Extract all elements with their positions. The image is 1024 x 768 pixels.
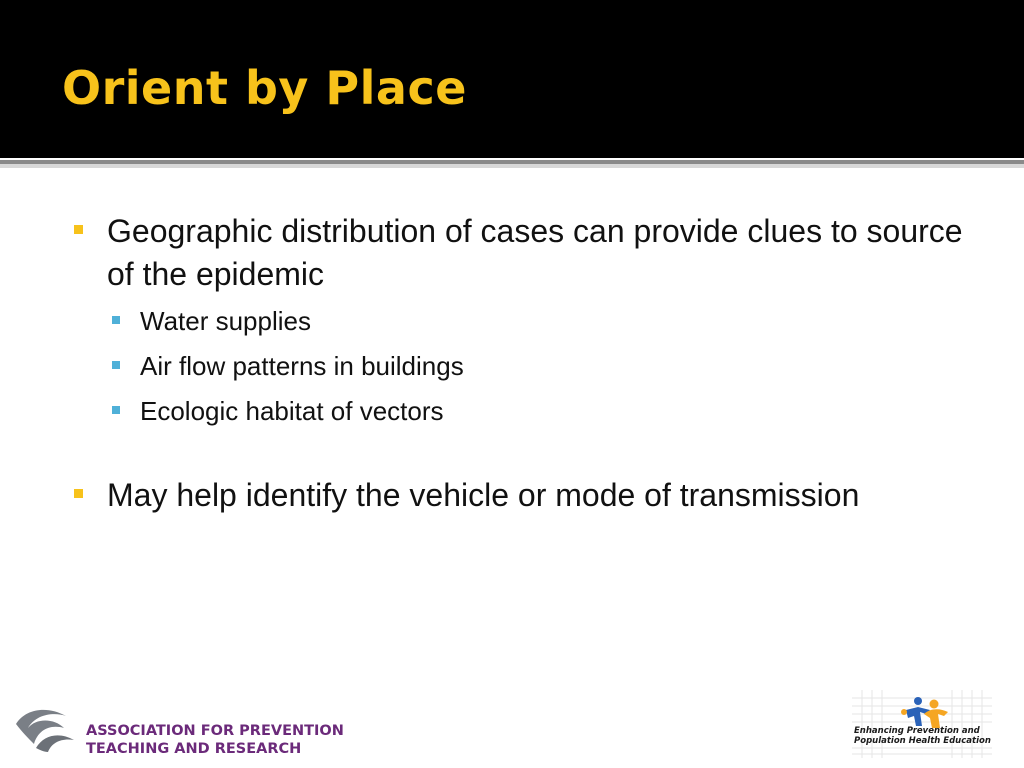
slide-title: Orient by Place — [62, 61, 467, 115]
tagline-line-1: Enhancing Prevention and — [854, 726, 980, 736]
bullet-text: Geographic distribution of cases can provide clues to source of the epidemic — [107, 213, 963, 292]
sub-bullet-text: Air flow patterns in buildings — [140, 351, 464, 381]
square-bullet-icon — [74, 225, 83, 234]
square-bullet-icon — [112, 406, 120, 414]
bullet-item — [74, 210, 974, 296]
tagline-logo — [852, 690, 992, 758]
tagline-line-2: Population Health Education — [854, 736, 991, 746]
aptr-logo — [14, 700, 354, 760]
org-name-line-2: TEACHING AND RESEARCH — [86, 741, 302, 757]
people-figures-logo-icon — [896, 696, 952, 730]
square-bullet-icon — [112, 316, 120, 324]
title-bar — [0, 0, 1024, 158]
bullet-text: May help identify the vehicle or mode of transmission — [107, 477, 860, 513]
sub-bullet-text: Ecologic habitat of vectors — [140, 396, 444, 426]
aptr-swoosh-logo-icon — [14, 704, 78, 756]
bullet-item — [74, 474, 974, 517]
square-bullet-icon — [74, 489, 83, 498]
square-bullet-icon — [112, 361, 120, 369]
org-name-line-1: ASSOCIATION FOR PREVENTION — [86, 723, 344, 739]
sub-bullet-text: Water supplies — [140, 306, 311, 336]
header-divider-shadow — [0, 164, 1024, 168]
sub-bullet-item — [112, 302, 812, 347]
sub-bullet-list — [112, 302, 812, 437]
sub-bullet-item — [112, 347, 812, 392]
sub-bullet-item — [112, 392, 812, 437]
